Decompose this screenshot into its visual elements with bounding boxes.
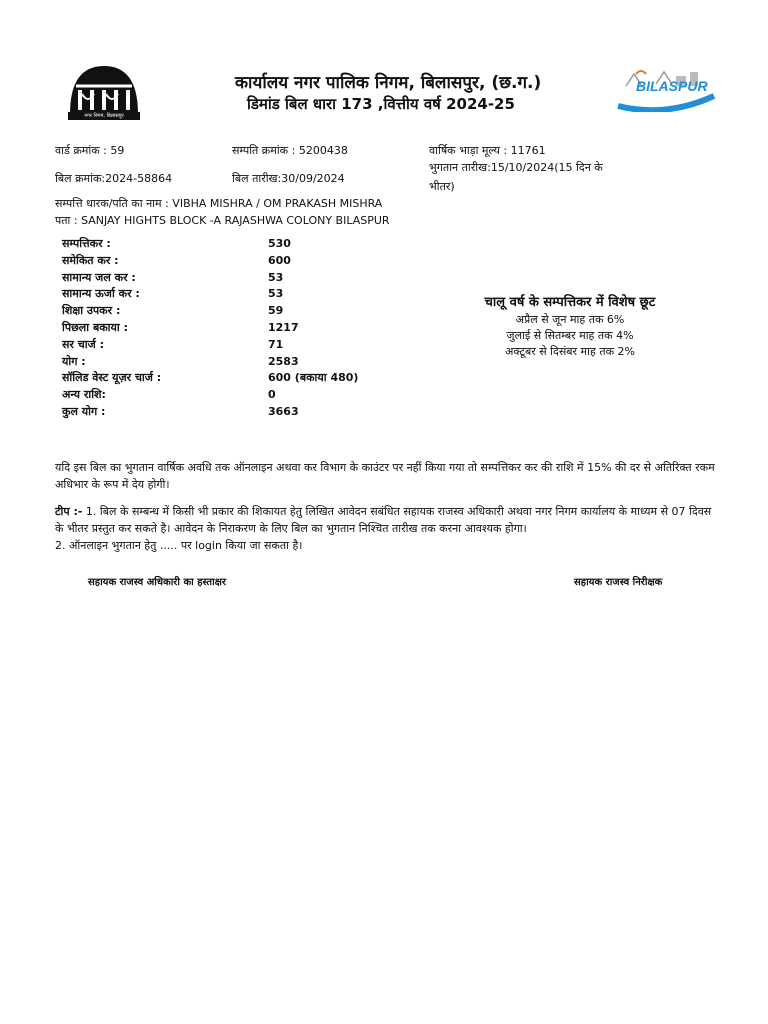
officer-signature-label: सहायक राजस्व अधिकारी का हस्ताक्षर	[88, 577, 226, 588]
charge-value: 1217	[268, 320, 299, 334]
charge-value: 2583	[268, 354, 299, 368]
bill-date: बिल तारीख:30/09/2024	[232, 172, 345, 185]
office-title: कार्यालय नगर पालिक निगम, बिलासपुर, (छ.ग.)	[235, 73, 542, 93]
charge-label: कुल योग :	[62, 404, 106, 418]
charge-value: 53	[268, 287, 284, 301]
charge-label: सर चार्ज :	[62, 337, 104, 351]
charge-value: 600	[268, 253, 291, 267]
charge-row	[62, 253, 382, 270]
property-address: पता : SANJAY HIGHTS BLOCK -A RAJASHWA COLONY BILASPUR	[55, 214, 390, 227]
property-number: सम्पति क्रमांक : 5200438	[232, 144, 348, 157]
bill-title: डिमांड बिल धारा 173 ,वित्तीय वर्ष 2024-25	[247, 95, 515, 113]
charge-value: 71	[268, 337, 284, 351]
charge-row	[62, 286, 382, 303]
payment-date-line1: भुगतान तारीख:15/10/2024(15 दिन के	[429, 161, 603, 174]
discount-heading: चालू वर्ष के सम्पत्तिकर में विशेष छूट	[484, 295, 656, 310]
bilaspur-logo-text: BILASPUR	[636, 78, 708, 94]
note-1: 1. बिल के सम्बन्ध में किसी भी प्रकार की शिकायत हेतु लिखित आवेदन सबंधित सहायक राजस्व अधिकारी अथवा नगर निगम कार्यालय के माध्यम से 07 दिवस के भीतर प्रस्तुत कर सकते है। आवेदन के निराकरण के लिए बिल का भुगतान निश्चित तारीख तक करना आवश्यक होगा।	[55, 505, 712, 535]
charge-label: सामान्य जल कर :	[62, 270, 136, 284]
discount-line: जुलाई से सितम्बर माह तक 4%	[506, 329, 634, 342]
discount-section	[460, 294, 680, 360]
charge-value: 600 (बकाया 480)	[268, 371, 359, 385]
charge-row	[62, 354, 382, 371]
charge-row	[62, 337, 382, 354]
nagar-nigam-logo	[66, 64, 142, 122]
inspector-signature-label: सहायक राजस्व निरीक्षक	[574, 577, 663, 588]
charge-row	[62, 236, 382, 253]
charge-row	[62, 370, 382, 387]
charge-label: समेकित कर :	[62, 253, 119, 267]
charge-row	[62, 404, 382, 421]
payment-date-line2: भीतर)	[429, 180, 455, 193]
discount-line: अक्टूबर से दिसंबर माह तक 2%	[505, 345, 635, 358]
annual-rent-value: वार्षिक भाड़ा मूल्य : 11761	[429, 144, 546, 157]
ward-number: वार्ड क्रमांक : 59	[55, 144, 125, 157]
charge-label: पिछला बकाया :	[62, 320, 128, 334]
charge-row	[62, 303, 382, 320]
charge-label: सॉलिड वेस्ट यूज़र चार्ज :	[62, 371, 162, 385]
charge-value: 3663	[268, 404, 299, 418]
charge-value: 530	[268, 237, 291, 250]
charge-label: योग :	[62, 354, 86, 368]
charges-list	[62, 236, 382, 421]
bill-number: बिल क्रमांक:2024-58864	[55, 172, 173, 185]
discount-line: अप्रैल से जून माह तक 6%	[515, 313, 625, 326]
charge-value: 59	[268, 304, 284, 318]
charge-value: 53	[268, 270, 284, 284]
owner-name: सम्पत्ति धारक/पति का नाम : VIBHA MISHRA / OM PRAKASH MISHRA	[55, 197, 383, 210]
notes-label: टीप :-	[55, 505, 83, 518]
charge-value: 0	[268, 388, 276, 402]
notes-section	[55, 503, 720, 554]
bilaspur-logo	[616, 66, 716, 112]
charge-row	[62, 320, 382, 337]
charge-label: सामान्य ऊर्जा कर :	[62, 287, 140, 301]
charge-label: सम्पत्तिकर :	[62, 237, 111, 250]
charge-row	[62, 270, 382, 287]
note-2: 2. ऑनलाइन भुगतान हेतु ..... पर login किया जा सकता है।	[55, 539, 303, 552]
charge-label: अन्य राशि:	[62, 388, 106, 402]
surcharge-notice: यदि इस बिल का भुगतान वार्षिक अवधि तक ऑनलाइन अथवा कर विभाग के काउंटर पर नहीं किया गया तो सम्पत्तिकर कर की राशि में 15% की दर से अतिरिक्त रकम अधिभार के रूप में देय होगी।	[55, 461, 715, 491]
logo-caption: नगर निगम, बिलासपुर	[84, 113, 124, 119]
charge-label: शिक्षा उपकर :	[62, 304, 121, 318]
charge-row	[62, 387, 382, 404]
